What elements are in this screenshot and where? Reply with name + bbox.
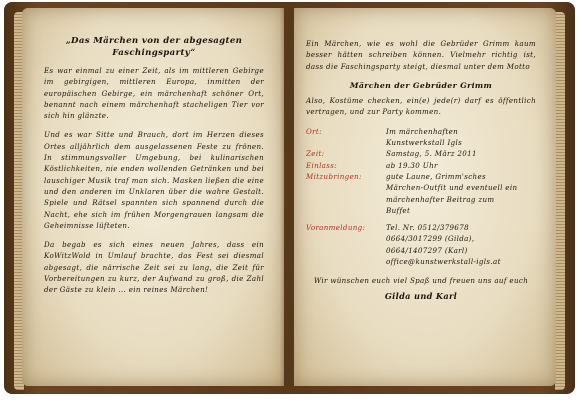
costume-notice: Also, Kostüme checken, ein(e) jede(r) darf es öffentlich vertragen, und zur Party kommen. [306,96,536,117]
detail-row-time [306,148,536,159]
location-line: Im märchenhaften [386,126,459,136]
bring-line: Märchen-Outfit und eventuell ein [386,183,518,193]
entry-value: ab 19.30 Uhr [386,160,438,170]
left-page [22,8,284,386]
page-edges-right [555,12,565,390]
time-value: Samstag, 5. März 2011 [386,149,477,159]
signature: Gilda und Karl [384,290,458,301]
detail-row-location [306,126,536,149]
phone-number: 0664/1407297 (Karl) [386,245,468,255]
location-line: Kunstwerkstall Igls [386,138,463,148]
bring-line: märchenhafter Beitrag zum [386,194,495,204]
entry-label: Einlass: [306,160,337,170]
email-address: office@kunstwerkstall-igls.at [386,257,501,267]
right-page [294,8,556,386]
invitation-title: „Das Märchen von der abgesagten Faschingsparty“ [65,36,243,58]
location-value [386,126,536,149]
story-paragraph-2: Und es war Sitte und Brauch, dort im Herzen dieses Ortes alljährlich dem ausgelassenen Feste zu frönen. In stimmungsvoller Umgebung, bei kulinarischen Köstlichkeiten, nie enden wollenden Getränken und bei lauschiger Musik traf man sich. Masken ließen die eine und den anderen im Unklaren über die wahre Gestalt. Spiele und Rätsel spannten sich spannend durch die Nacht, ehe sich im frühen Morgengrauen langsam die Geheimnisse lüfteten. [44,130,264,230]
motto-heading: Märchen der Gebrüder Grimm [349,80,493,90]
phone-number: 0664/3017299 (Gilda), [386,234,475,244]
bring-line: Buffet [386,205,411,215]
detail-row-entry [306,160,536,171]
time-label: Zeit: [306,149,325,159]
left-page-content [44,35,264,304]
registration-value [386,222,536,267]
story-paragraph-1: Es war einmal zu einer Zeit, als im mittleren Gebirge im gebirgigen, mittleren Europa, inmitten der europäischen Gebirge, ein märchenhaft schöner Ort, benannt nach einem märchenhaft stacheligen Tier vor sich hin glänzte. [44,66,264,121]
detail-row-registration [306,222,536,267]
registration-label: Voranmeldung: [306,223,366,233]
story-paragraph-3: Da begab es sich eines neuen Jahres, dass ein KoWitzWold in Umlauf brachte, das Fest sei diesmal abgesagt, die närrische Zeit sei zu lang, die Zeit für Vorbereitungen zu kurz, der Aufwand zu groß, die Zahl der Gäste zu klein ... ein reines Märchen! [44,240,264,295]
closing-line: Wir wünschen euch viel Spaß und freuen uns auf euch [313,276,529,286]
detail-row-bring [306,171,536,216]
phone-number: Tel. Nr. 0512/379678 [386,223,470,233]
right-page-content [306,38,536,302]
bring-label: Mitzubringen: [306,171,362,181]
location-label: Ort: [306,126,322,136]
intro-paragraph: Ein Märchen, wie es wohl die Gebrüder Grimm kaum besser hätten schreiben können. Vielmehr richtig ist, dass die Faschingsparty steigt, diesmal unter dem Motto [306,39,536,71]
bring-value [386,171,536,216]
open-book [4,2,575,398]
bring-line: gute Laune, Grimm'sches [386,171,486,181]
